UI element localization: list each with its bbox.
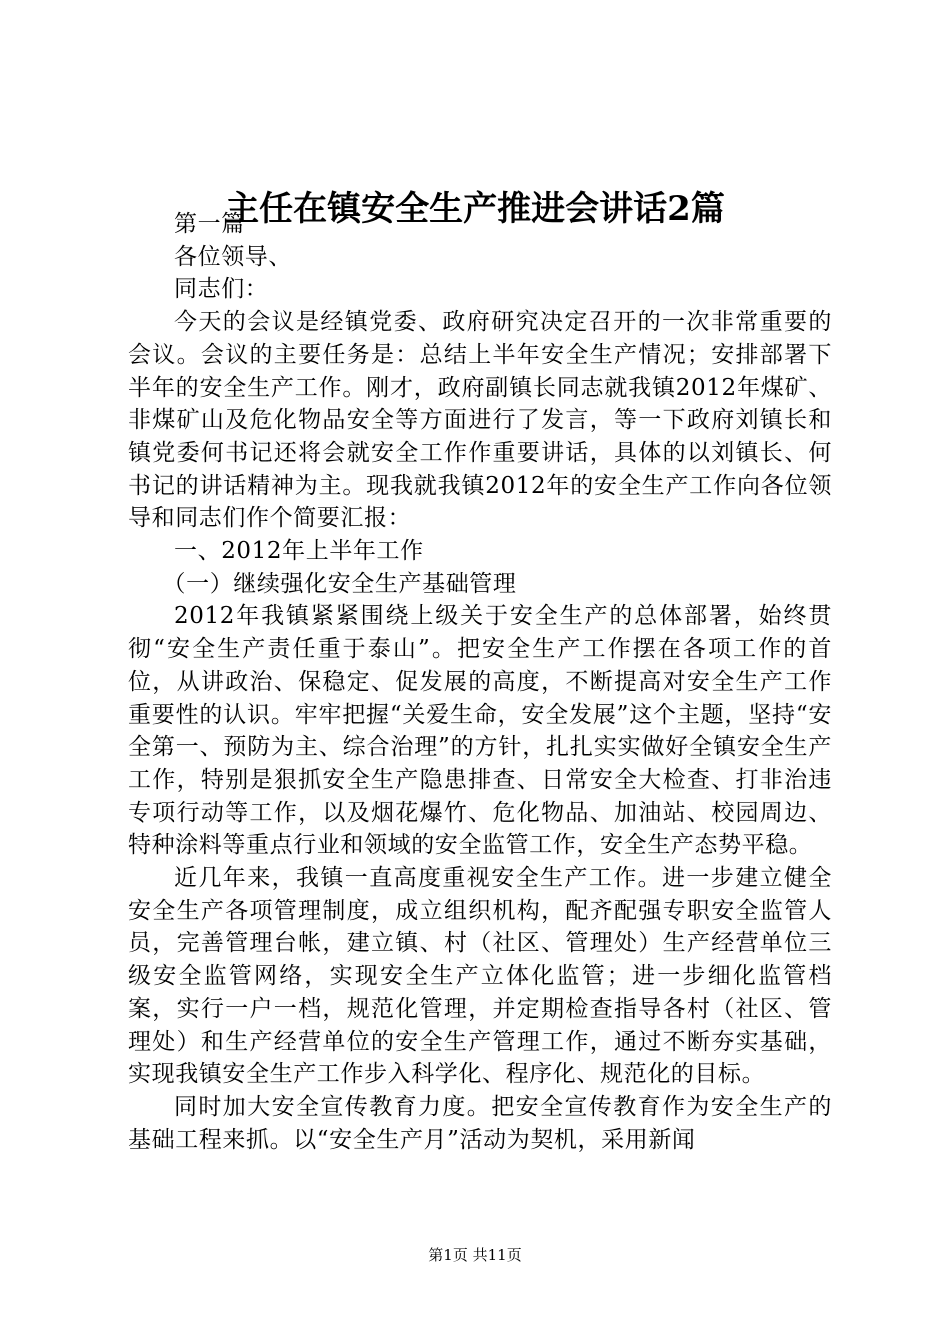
paragraph: 2012年我镇紧紧围绕上级关于安全生产的总体部署，始终贯彻“安全生产责任重于泰山”。把安全生产工作摆在各项工作的首位，从讲政治、保稳定、促发展的高度，不断提高对安全生产工作重要性的认识。牢牢把握“关爱生命，安全发展”这个主题，坚持“安全第一、预防为主、综合治理”的方针，扎扎实实做好全镇安全生产工作，特别是狠抓安全生产隐患排查、日常安全大检查、打非治违专项行动等工作，以及烟花爆竹、危化物品、加油站、校园周边、特种涂料等重点行业和领域的安全监管工作，安全生产态势平稳。 (128, 603, 832, 859)
paragraph: 各位领导、 (174, 243, 292, 270)
document-title: 主任在镇安全生产推进会讲话2篇 (225, 189, 725, 229)
page-number: 第1页 共11页 (428, 1246, 522, 1264)
subsection-heading: （一）继续强化安全生产基础管理 (162, 570, 517, 597)
paragraph: 第一篇 (174, 211, 245, 237)
paragraph: 同志们： (174, 276, 269, 303)
paragraph: 近几年来，我镇一直高度重视安全生产工作。进一步建立健全安全生产各项管理制度，成立组织机构，配齐配强专职安全监管人员，完善管理台帐，建立镇、村（社区、管理处）生产经营单位三级安全监管网络，实现安全生产立体化监管；进一步细化监管档案，实行一户一档，规范化管理，并定期检查指导各村（社区、管理处）和生产经营单位的安全生产管理工作，通过不断夯实基础，实现我镇安全生产工作步入科学化、程序化、规范化的目标。 (128, 865, 832, 1088)
document-body (128, 208, 832, 1156)
paragraph: 同时加大安全宣传教育力度。把安全宣传教育作为安全生产的基础工程来抓。以“安全生产月”活动为契机，采用新闻 (128, 1093, 832, 1153)
paragraph: 今天的会议是经镇党委、政府研究决定召开的一次非常重要的会议。会议的主要任务是：总结上半年安全生产情况；安排部署下半年的安全生产工作。刚才，政府副镇长同志就我镇2012年煤矿、非煤矿山及危化物品安全等方面进行了发言，等一下政府刘镇长和镇党委何书记还将会就安全工作作重要讲话，具体的以刘镇长、何书记的讲话精神为主。现我就我镇2012年的安全生产工作向各位领导和同志们作个简要汇报： (128, 309, 832, 532)
section-heading: 一、2012年上半年工作 (174, 538, 424, 565)
